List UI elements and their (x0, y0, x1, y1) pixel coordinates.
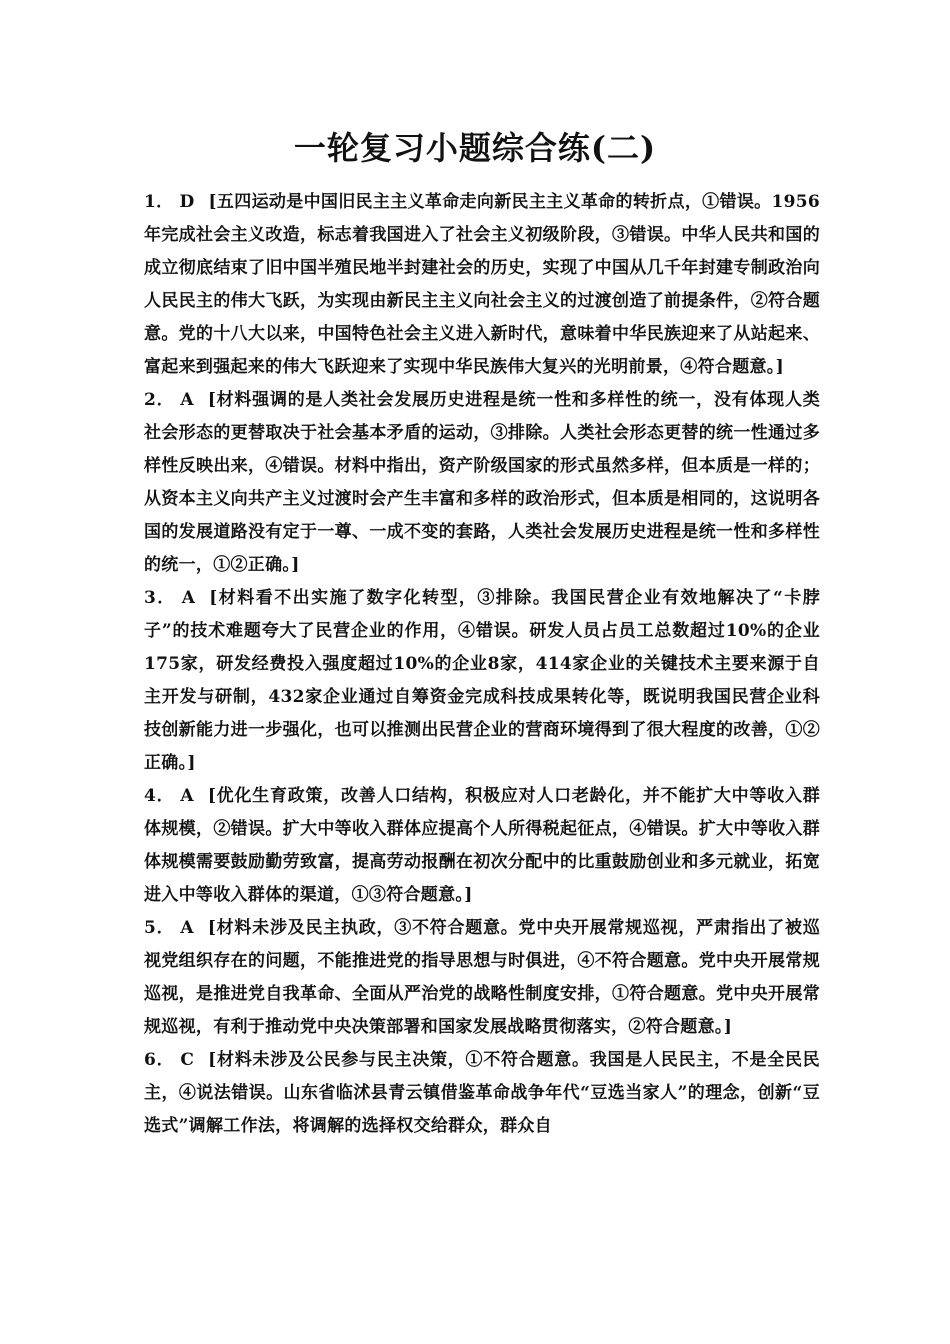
page-title: 一轮复习小题综合练(二) (293, 129, 657, 167)
answer-item-4 (144, 780, 820, 912)
answer-number: 4． (144, 786, 175, 806)
answer-item-6 (144, 1044, 820, 1143)
answer-option: A (180, 786, 194, 806)
answer-option: C (180, 1050, 195, 1070)
answer-item-2 (144, 384, 820, 582)
answer-option: A (181, 588, 196, 608)
answer-explanation: [五四运动是中国旧民主主义革命走向新民主主义革命的转折点，①错误。1956年完成社会主义改造，标志着我国进入了社会主义初级阶段，③错误。中华人民共和国的成立彻底结束了旧中国半殖民地半封建社会的历史，实现了中国从几千年封建专制政治向人民民主的伟大飞跃，为实现由新民主主义向社会主义的过渡创造了前提条件，②符合题意。党的十八大以来，中国特色社会主义进入新时代，意味着中华民族迎来了从站起来、富起来到强起来的伟大飞跃迎来了实现中华民族伟大复兴的光明前景，④符合题意。] (144, 192, 820, 377)
answer-option: A (180, 918, 194, 938)
answer-item-3 (144, 582, 820, 780)
answer-item-1 (144, 186, 820, 384)
answer-number: 3． (144, 588, 176, 608)
answer-option: D (179, 192, 195, 212)
answer-number: 2． (144, 390, 175, 410)
answer-explanation: [材料未涉及公民参与民主决策，①不符合题意。我国是人民民主，不是全民民主，④说法错误。山东省临沭县青云镇借鉴革命战争年代“豆选当家人”的理念，创新“豆选式”调解工作法，将调解的选择权交给群众，群众自 (144, 1050, 820, 1136)
answer-number: 5． (144, 918, 175, 938)
answer-explanation: [优化生育政策，改善人口结构，积极应对人口老龄化，并不能扩大中等收入群体规模，②错误。扩大中等收入群体应提高个人所得税起征点，④错误。扩大中等收入群体规模需要鼓励勤劳致富，提高劳动报酬在初次分配中的比重鼓励创业和多元就业，拓宽进入中等收入群体的渠道，①③符合题意。] (144, 786, 820, 905)
answer-option: A (180, 390, 194, 410)
answer-explanation: [材料强调的是人类社会发展历史进程是统一性和多样性的统一，没有体现人类社会形态的更替取决于社会基本矛盾的运动，③排除。人类社会形态更替的统一性通过多样性反映出来，④错误。材料中指出，资产阶级国家的形式虽然多样，但本质是一样的；从资本主义向共产主义过渡时会产生丰富和多样的政治形式，但本质是相同的，这说明各国的发展道路没有定于一尊、一成不变的套路，人类社会发展历史进程是统一性和多样性的统一，①②正确。] (144, 390, 820, 575)
answer-number: 6． (144, 1050, 175, 1070)
answer-explanation: [材料未涉及民主执政，③不符合题意。党中央开展常规巡视，严肃指出了被巡视党组织存在的问题，不能推进党的指导思想与时俱进，④不符合题意。党中央开展常规巡视，是推进党自我革命、全面从严治党的战略性制度安排，①符合题意。党中央开展常规巡视，有利于推动党中央决策部署和国家发展战略贯彻落实，②符合题意。] (144, 918, 820, 1037)
answer-number: 1． (144, 192, 174, 212)
answer-explanation: [材料看不出实施了数字化转型，③排除。我国民营企业有效地解决了“卡脖子”的技术难题夸大了民营企业的作用，④错误。研发人员占员工总数超过10%的企业175家，研发经费投入强度超过10%的企业8家，414家企业的关键技术主要来源于自主开发与研制，432家企业通过自筹资金完成科技成果转化等，既说明我国民营企业科技创新能力进一步强化，也可以推测出民营企业的营商环境得到了很大程度的改善，①②正确。] (144, 588, 820, 773)
answer-item-5 (144, 912, 820, 1044)
answer-list (144, 186, 820, 1143)
